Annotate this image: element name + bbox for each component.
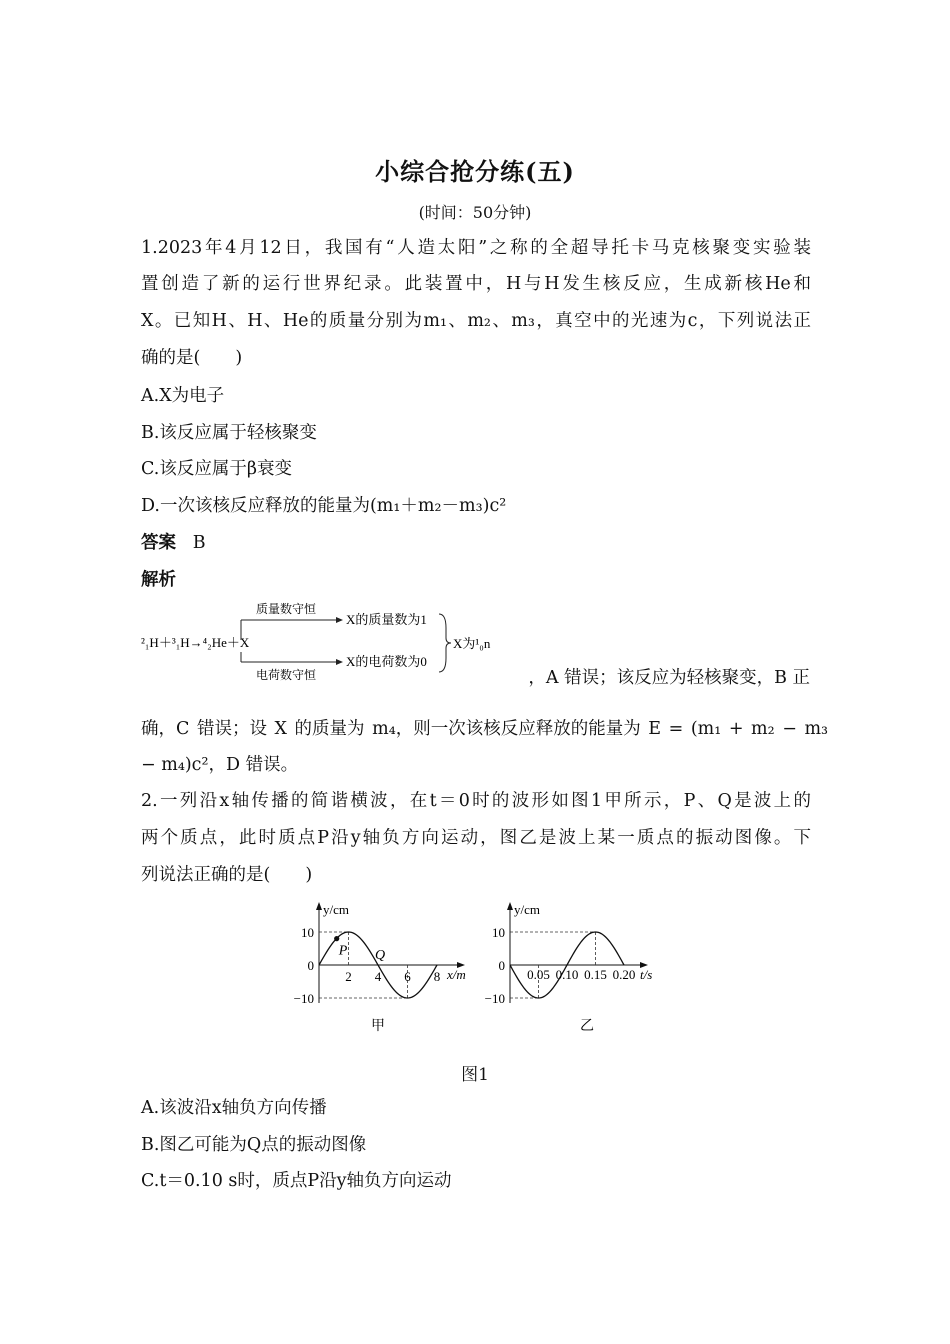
q1-analysis-line2: 确，C 错误；设 X 的质量为 m₄，则一次该核反应释放的能量为 E = (m₁ + m₂ − m₃ (141, 719, 829, 739)
flow-top-label: 质量数守恒 (256, 602, 317, 616)
x-axis-label: t/s (640, 967, 653, 982)
chart-title: 甲 (371, 1019, 385, 1034)
q1-option-d: D.一次该核反应释放的能量为(m₁＋m₂－m₃)c² (141, 496, 507, 516)
chart-yi-vibration (480, 898, 680, 1038)
q1-option-b: B.该反应属于轻核聚变 (141, 423, 317, 443)
x-tick-label: 0.05 (527, 967, 550, 982)
page-title: 小综合抢分练(五) (375, 157, 575, 186)
answer-value: B (192, 533, 206, 553)
y-axis-arrow (316, 902, 322, 910)
q2-option-b: B.图乙可能为Q点的振动图像 (141, 1135, 367, 1155)
y-axis-label: y/cm (514, 902, 540, 917)
y-tick-label: 10 (492, 925, 505, 940)
q1-stem-line3: X。已知H、H、He的质量分别为m₁、m₂、m₃，真空中的光速为c，下列说法正 (141, 311, 811, 331)
q2-stem-line1: 2.一列沿x轴传播的简谐横波，在t＝0时的波形如图1甲所示，P、Q是波上的 (141, 791, 811, 811)
q2-stem-line3: 列说法正确的是( ) (141, 865, 313, 885)
answer-label: 答案 (141, 533, 176, 553)
x-tick-label: 6 (404, 969, 411, 984)
q1-stem-line1: 1.2023年4月12日，我国有“人造太阳”之称的全超导托卡马克核聚变实验装 (141, 238, 811, 258)
x-tick-label: 0.10 (555, 967, 579, 982)
page-subtitle: (时间：50分钟) (418, 203, 532, 222)
y-tick-label: 0 (307, 958, 314, 973)
x-tick-label: 8 (433, 969, 441, 984)
chart-jia-wave (285, 898, 475, 1038)
reaction-flow-diagram (141, 600, 501, 690)
q2-option-c: C.t＝0.10 s时，质点P沿y轴负方向运动 (141, 1171, 452, 1191)
q1-analysis-tail: ，A 错误；该反应为轻核聚变，B 正 (528, 668, 810, 688)
analysis-label: 解析 (141, 570, 176, 590)
x-axis-label: x/m (447, 967, 466, 982)
q2-stem-line2: 两个质点，此时质点P沿y轴负方向运动，图乙是波上某一质点的振动图像。下 (141, 828, 811, 848)
y-axis-arrow (507, 902, 513, 910)
figure-caption: 图1 (461, 1065, 489, 1085)
flow-result-mass: X的质量数为1 (346, 612, 427, 627)
x-tick-label: 4 (374, 969, 382, 984)
y-tick-label: −10 (293, 991, 314, 1006)
point-q-label: Q (375, 948, 386, 963)
y-tick-label: 0 (498, 958, 505, 973)
x-tick-label: 0.15 (584, 967, 607, 982)
q1-option-c: C.该反应属于β衰变 (141, 459, 292, 479)
y-tick-label: −10 (484, 991, 505, 1006)
q2-option-a: A.该波沿x轴负方向传播 (141, 1098, 327, 1118)
flow-conclusion: X为¹₀n (453, 636, 491, 651)
q1-stem-line2: 置创造了新的运行世界纪录。此装置中，H与H发生核反应，生成新核He和 (141, 274, 811, 294)
q1-stem-line4: 确的是( ) (141, 348, 243, 368)
q1-option-a: A.X为电子 (141, 386, 225, 406)
flow-result-charge: X的电荷数为0 (346, 654, 427, 669)
point-p-label: P (338, 943, 348, 959)
y-axis-label: y/cm (323, 902, 349, 917)
flow-bottom-label: 电荷数守恒 (256, 668, 317, 682)
q1-answer (141, 531, 811, 555)
chart-title: 乙 (580, 1019, 594, 1034)
y-tick-label: 10 (301, 925, 314, 940)
flow-equation: ²₁H＋³₁H→⁴₂He＋X (141, 635, 250, 650)
q1-analysis-line3: − m₄)c²，D 错误。 (141, 755, 299, 775)
x-tick-label: 2 (345, 969, 352, 984)
x-tick-label: 0.20 (612, 967, 636, 982)
point-p (334, 936, 339, 941)
